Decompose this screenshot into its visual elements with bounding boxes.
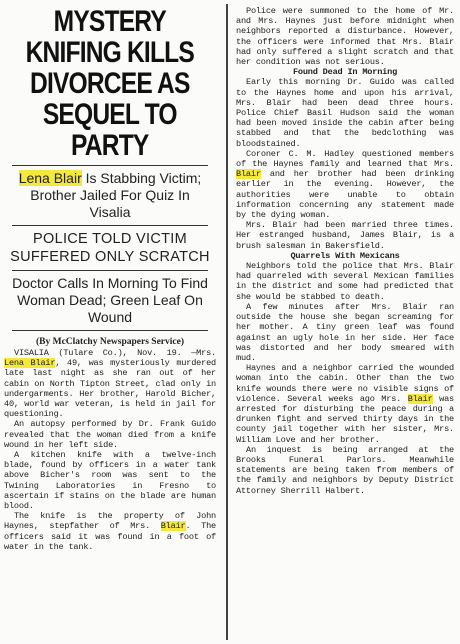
right-article-body — [236, 6, 454, 496]
paragraph-text: . The officers said it was found in a foot of water in the tank. — [4, 521, 216, 552]
paragraph — [236, 261, 454, 302]
divider — [12, 330, 208, 331]
left-article-body — [4, 348, 216, 552]
subheading — [236, 251, 454, 261]
deck-victim — [8, 170, 212, 221]
highlighted-name: Blair — [236, 169, 261, 180]
deck-victim-text: Is Stabbing Victim; Brother Jailed For Quiz In Visalia — [30, 170, 202, 220]
paragraph-text: Early this morning Dr. Guido was called to the Haynes home and upon his arrival, Mrs. Blair had been dead three hours. Police Chief Basil Hudson said the woman had been moved inside the cabin after being stabbed and that the bedclothing was bloodstained. — [236, 77, 454, 149]
paragraph-text: An autopsy performed by Dr. Frank Guido revealed that the woman died from a knife wound in her left side. — [4, 419, 216, 450]
paragraph-text: Mrs. Blair had been married three times. Her estranged husband, James Blair, is a brush salesman in Bakersfield. — [236, 220, 454, 251]
highlighted-name: Blair — [407, 393, 433, 404]
paragraph — [4, 450, 216, 511]
paragraph — [236, 363, 454, 445]
divider — [12, 225, 208, 226]
byline: (By McClatchy Newspapers Service) — [35, 337, 184, 347]
paragraph — [4, 511, 216, 552]
paragraph-text: Found Dead In Morning — [292, 67, 398, 78]
paragraph-text: Police were summoned to the home of Mr. and Mrs. Haynes just before midnight when neighbors reported a disturbance. However, the officers were informed that Mrs. Blair had only suffered a slight scratch and that her condition was not serious. — [236, 6, 454, 68]
paragraph — [236, 77, 454, 148]
subheading — [236, 67, 454, 77]
highlighted-name: Lena Blair — [18, 170, 82, 186]
paragraph-text: and her brother had been drinking earlier in the evening. However, the authorities were unable to obtain information concerning any statement made by the dying woman. — [236, 169, 454, 221]
paragraph-text: , 49, was mysteriously murdered late last night as she ran out of her cabin on North Tipton Street, clad only in undergarments. Her brother, Harold Bicher, 40, world war veteran, is held in jail for questioning. — [4, 358, 216, 420]
left-column — [4, 6, 216, 640]
paragraph — [236, 302, 454, 363]
highlighted-name: Blair — [160, 521, 186, 532]
paragraph-text: VISALIA (Tulare Co.), Nov. 19. —Mrs. — [14, 348, 216, 358]
paragraph-text: Coroner C. M. Hadley questioned members of the Haynes family and learned that Mrs. — [236, 148, 454, 170]
paragraph — [4, 348, 216, 419]
paragraph-text: Neighbors told the police that Mrs. Blair had quarreled with several Mexican families in the district and some had predicted that she would be stabbed to death. — [236, 261, 454, 302]
paragraph — [236, 6, 454, 67]
paragraph-text: An inquest is being arranged at the Brooks Funeral Parlors. Meanwhile statements are being taken from members of the family and neighbors by Deputy District Attorney Sherrill Halbert. — [236, 444, 454, 496]
paragraph-text: was arrested for disturbing the peace during a drunken fight and served thirty days in the county jail together with her sister, Mrs. William Love and her brother. — [236, 393, 454, 445]
deck-police: POLICE TOLD VICTIM SUFFERED ONLY SCRATCH — [10, 231, 210, 265]
headline: MYSTERY KNIFING KILLS DIVORCEE AS SEQUEL TO PARTY — [25, 6, 194, 162]
paragraph — [4, 419, 216, 450]
column-rule — [226, 4, 228, 640]
paragraph-text: Haynes and a neighbor carried the wounded woman into the cabin. Other than the two knife wounds there were no visible signs of violence. Several weeks ago Mrs. — [236, 363, 454, 404]
paragraph — [236, 445, 454, 496]
highlighted-name: Lena Blair — [4, 358, 56, 369]
right-column — [236, 6, 454, 640]
paragraph — [236, 220, 454, 251]
paragraph-text: The knife is the property of John Haynes, stepfather of Mrs. — [4, 511, 216, 532]
divider — [12, 270, 208, 271]
paragraph-text: A few minutes after Mrs. Blair ran outside the house she began screaming for her mother. A tiny green leaf was found against an ugly hole in her side. Her face was distorted and her body smeared with mud. — [236, 301, 454, 363]
divider — [12, 165, 208, 166]
paragraph-text: Quarrels With Mexicans — [290, 250, 400, 261]
paragraph — [236, 149, 454, 220]
paragraph-text: A kitchen knife with a twelve-inch blade, found by officers in a water tank above Bicher's room was sent to the Twining Laboratories in Fresno to ascertain if stains on the blade are human blood. — [4, 450, 216, 512]
deck-doctor: Doctor Calls In Morning To Find Woman Dead; Green Leaf On Wound — [12, 275, 208, 325]
